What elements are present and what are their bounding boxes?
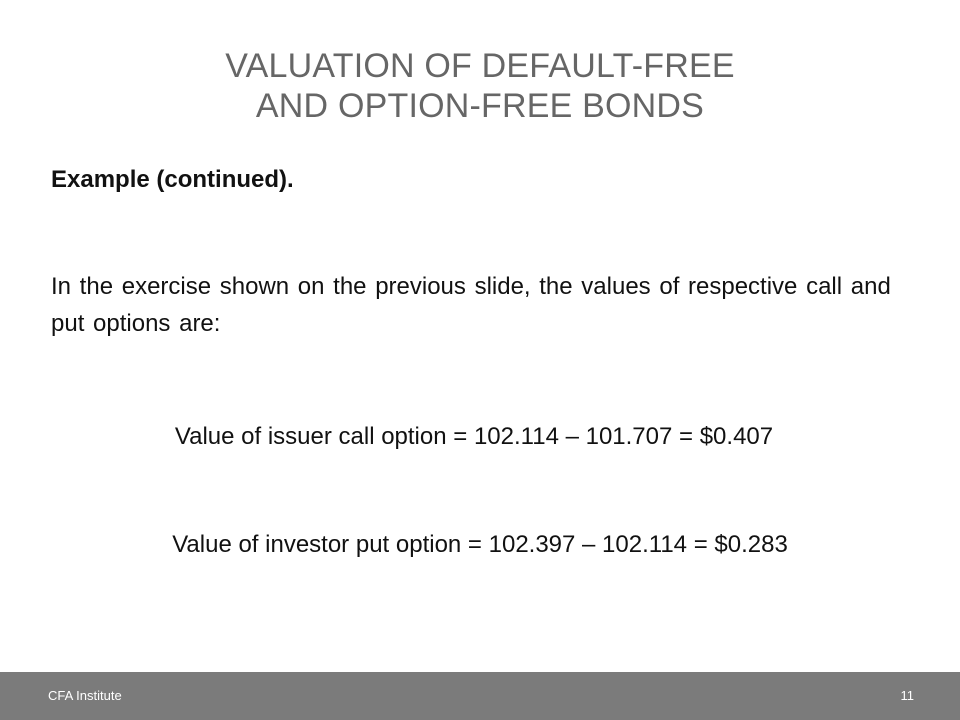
title-line-1: VALUATION OF DEFAULT-FREE	[225, 47, 735, 85]
body-paragraph: In the exercise shown on the previous slide, the values of respective call and put options are:	[51, 273, 891, 337]
put-option-equation: Value of investor put option = 102.397 – 102.114 = $0.283	[172, 531, 788, 558]
footer-organization: CFA Institute	[48, 688, 122, 703]
footer-bar	[0, 672, 960, 720]
call-option-equation: Value of issuer call option = 102.114 – 101.707 = $0.407	[174, 423, 774, 450]
page-number: 11	[900, 688, 914, 703]
title-line-2: AND OPTION-FREE BONDS	[255, 87, 705, 125]
example-subheading: Example (continued).	[51, 166, 294, 193]
slide-title	[0, 46, 960, 126]
